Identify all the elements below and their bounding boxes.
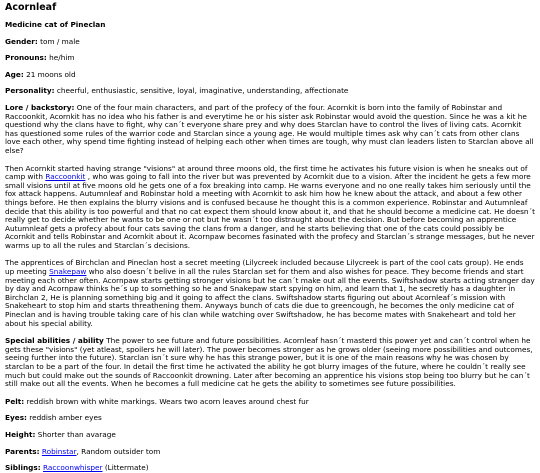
gender-value: tom / male — [37, 36, 80, 46]
lore-label: Lore / backstory: — [5, 102, 75, 112]
gender-label: Gender: — [5, 36, 38, 46]
parents-row — [5, 448, 535, 457]
pronouns-row — [5, 54, 535, 63]
gender-row — [5, 38, 535, 47]
lore-text-1: One of the four main characters, and part of the profecy of the four. Acornkit is born into the family of Robinstar and Raccoonkit, Acornkit has no idea who his father is and everytime he or his sister ask Robinstar would avoid the question. Since he was a kit he questiond why the clans have to fight, why can´t everyone share prey and why does Starclan have to control the lives of living cats. Acornkit has questioned some rules of the warrior code and Starclan since a young age. He would multiple times ask why can´t cats from other clans love each other, why spend time fighting instead of helping each other when times are tough, why must clan leaders listen to Starclan above all else? — [5, 102, 534, 155]
pelt-label: Pelt: — [5, 396, 25, 406]
lore-paragraph-3 — [5, 259, 535, 328]
pelt-value: reddish brown with white markings. Wears two acorn leaves around chest fur — [24, 396, 309, 406]
age-row — [5, 71, 535, 80]
parents-label: Parents: — [5, 446, 40, 456]
abilities-label: Special abilities / ability — [5, 336, 104, 346]
raccoonkit-link[interactable]: Raccoonkit — [45, 172, 86, 182]
height-row — [5, 431, 535, 440]
page-title: Acornleaf — [5, 2, 57, 13]
lore-text-2a: Then Acornkit started having strange "visions" at around three moons old, the first time he activates his future vision is when he sneaks out of camp with — [5, 163, 528, 182]
lore-paragraph-1 — [5, 104, 535, 156]
robinstar-link[interactable]: Robinstar — [41, 446, 77, 456]
lore-paragraph-2 — [5, 165, 535, 251]
parents-rest: , Random outsider tom — [76, 446, 161, 456]
age-value: 21 moons old — [23, 69, 76, 79]
age-label: Age: — [5, 69, 24, 79]
personality-value: cheerful, enthusiastic, sensitive, loyal, imaginative, understanding, affectionate — [54, 86, 349, 96]
height-value: Shorter than avarage — [35, 429, 116, 439]
siblings-row — [5, 464, 535, 473]
raccoonwhisper-link[interactable]: Raccoonwhisper — [43, 463, 103, 473]
pronouns-label: Pronouns: — [5, 53, 47, 63]
abilities-paragraph — [5, 337, 535, 389]
personality-row — [5, 87, 535, 96]
personality-label: Personality: — [5, 86, 55, 96]
snakepaw-link[interactable]: Snakepaw — [49, 267, 87, 277]
pronouns-value: he/him — [46, 53, 75, 63]
height-label: Height: — [5, 429, 36, 439]
lore-text-3a: The apprentices of Birchclan and Pineclan host a secret meeting (Lilycreek included because Lilycreek is part of the cool cats group). He ends up meeting — [5, 258, 524, 277]
subtitle: Medicine cat of Pineclan — [5, 20, 106, 29]
eyes-value: reddish amber eyes — [26, 413, 102, 423]
eyes-label: Eyes: — [5, 413, 27, 423]
siblings-label: Siblings: — [5, 463, 41, 473]
eyes-row — [5, 414, 535, 423]
lore-text-3b: who also doesn´t belive in all the rules Starclan set for them and also wishes for peace. They become friends and start meeting each other often. Acornpaw starts getting stronger visions but he can´t make out all the events. Swiftshadow starts acting stranger day by day and Acornpaw thinks he´s up to something so he and Snakepaw start spying on him, and learn that 1, he secretly has a daughter in Birchclan 2, He is planning something big and it going to affect the clans. Swiftshadow starts figuring out about Acornleaf´s mission with Snakeheart to stop him and starts threathening them. Anyways bunch of cats die due to greencough, he becomes the only medicine cat of Pineclan and is having trouble taking care of his clan while watching over Swiftshadow, he has become mates with Snakeheart and told her about his special ability. — [5, 267, 535, 328]
abilities-text: The power to see future and future possibilities. Acornleaf hasn´t masterd this power yet and can´t control when he gets these "visions" (yet atleast, spoilers he will later). The power becomes stronger as he grows older (seeing more possibilities and outcomes, seeing further into the future). Starclan isn´t sure why he has this strange power, but it is one of the main reasons why he was chosen by starclan to be a part of the four. In detail the first time he activated the ability he got blurry images of the future, where he couldn´t really see much but could make out the sounds of Raccoonkit drowning. Later after becoming an apprentice his visions stop being too blurry but he can´t still make out all the events. When he becomes a full medicine cat he gets the ability to sometimes see future possibilities. — [5, 336, 533, 389]
lore-text-2b: , who was going to fall into the river but was prevented by Acornkit due to a vision. After the incident he gets a few more small visions until at five moons old he gets one of a fox breaking into camp. He warns everyone and no one really takes him seriously until the fox attack happens. Autumnleaf and Robinstar hold a meeting with Acornkit to ask him how he knew about the attack, and about a few other things before. He then explains the blurry visions and is confused because he thought this is a common experience. Robinstar and Autumnleaf decide that this ability is too powerful and that no cat expect them should know about it, and that he should become a medicine cat. He doesn´t really get to decide whether he wants to be one or not but he wasn´t too distraught about the decision. But before becoming an apprentice Autumnleaf gets a profecy about four cats saving the clans from a danger, and he starts believing that one of the cats could possibly be Acornkit and tells Robinstar and Acornkit about it. Acornpaw becomes fasinated with the profecy and Starclan´s strange messages, but he never warms up to all the rules and Starclan´s decisions. — [5, 172, 536, 250]
siblings-rest: (Littermate) — [102, 463, 149, 473]
pelt-row — [5, 398, 535, 407]
